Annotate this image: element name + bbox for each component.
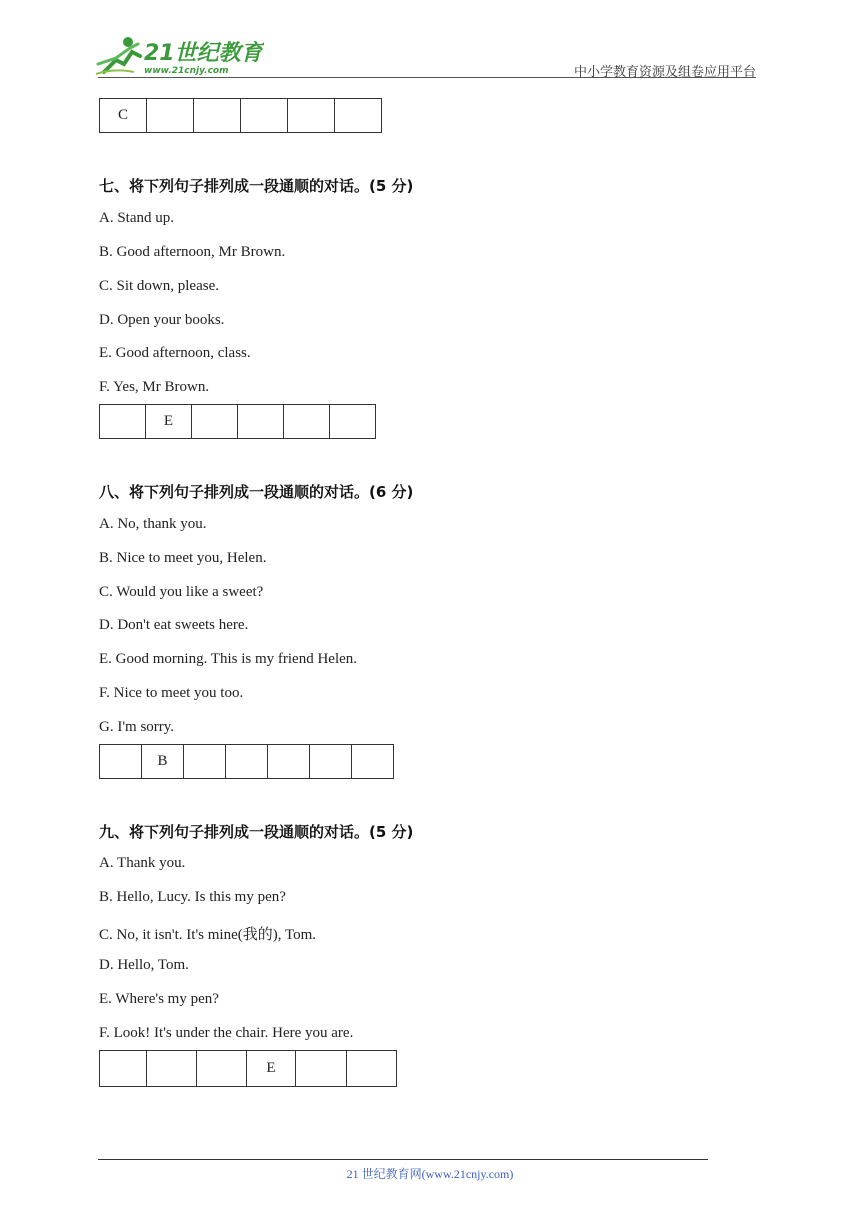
answer-table-9 <box>99 1050 397 1087</box>
answer-cell[interactable] <box>147 1051 197 1087</box>
answer-cell[interactable] <box>284 405 330 439</box>
section-7-item: E. Good afternoon, class. <box>99 345 251 361</box>
answer-cell[interactable] <box>347 1051 397 1087</box>
section-9-item: A. Thank you. <box>99 855 186 871</box>
logo-main-text: 21世纪教育 <box>144 41 263 66</box>
answer-cell[interactable] <box>100 1051 147 1087</box>
section-7-item: F. Yes, Mr Brown. <box>99 379 210 395</box>
section-9-item: B. Hello, Lucy. Is this my pen? <box>99 889 286 905</box>
section-8-item: B. Nice to meet you, Helen. <box>99 550 267 566</box>
section-8-item: D. Don't eat sweets here. <box>99 617 249 633</box>
answer-cell[interactable] <box>310 745 352 779</box>
answer-cell[interactable]: B <box>142 745 184 779</box>
section-9-item: C. No, it isn't. It's mine(我的), Tom. <box>99 927 316 943</box>
footer-divider <box>98 1159 708 1160</box>
section-8-item: C. Would you like a sweet? <box>99 584 264 600</box>
answer-cell[interactable] <box>268 745 310 779</box>
header-platform-text: 中小学教育资源及组卷应用平台 <box>573 65 756 80</box>
answer-cell[interactable] <box>192 405 238 439</box>
section-9-item: D. Hello, Tom. <box>99 957 189 973</box>
answer-cell[interactable] <box>147 99 194 133</box>
section-9-title: 九、将下列句子排列成一段通顺的对话。(5 分) <box>99 823 414 841</box>
runner-icon <box>96 37 140 74</box>
answer-cell[interactable] <box>335 99 382 133</box>
answer-cell[interactable]: E <box>146 405 192 439</box>
footer-link[interactable]: 21 世纪教育网(www.21cnjy.com) <box>346 1167 514 1181</box>
site-logo <box>94 34 264 78</box>
answer-table-6 <box>99 98 382 133</box>
answer-cell[interactable]: E <box>247 1051 296 1087</box>
section-7-item: D. Open your books. <box>99 312 225 328</box>
section-8-item: F. Nice to meet you too. <box>99 685 244 701</box>
section-9-item: E. Where's my pen? <box>99 991 219 1007</box>
answer-cell[interactable] <box>238 405 284 439</box>
answer-cell[interactable] <box>296 1051 347 1087</box>
answer-cell[interactable]: C <box>100 99 147 133</box>
logo-url-text: www.21cnjy.com <box>144 66 229 76</box>
answer-table-8 <box>99 744 394 779</box>
section-7-item: B. Good afternoon, Mr Brown. <box>99 244 286 260</box>
answer-table-7 <box>99 404 376 439</box>
answer-cell[interactable] <box>100 745 142 779</box>
answer-cell[interactable] <box>184 745 226 779</box>
section-7-item: C. Sit down, please. <box>99 278 219 294</box>
answer-cell[interactable] <box>352 745 394 779</box>
answer-cell[interactable] <box>288 99 335 133</box>
header-divider <box>98 77 756 78</box>
section-9-item: F. Look! It's under the chair. Here you are. <box>99 1025 354 1041</box>
answer-cell[interactable] <box>226 745 268 779</box>
section-8-item: G. I'm sorry. <box>99 719 175 735</box>
answer-cell[interactable] <box>100 405 146 439</box>
section-8-item: E. Good morning. This is my friend Helen. <box>99 651 358 667</box>
section-7-title: 七、将下列句子排列成一段通顺的对话。(5 分) <box>99 177 414 195</box>
section-7-item: A. Stand up. <box>99 210 174 226</box>
answer-cell[interactable] <box>197 1051 247 1087</box>
answer-cell[interactable] <box>194 99 241 133</box>
answer-cell[interactable] <box>330 405 376 439</box>
section-8-item: A. No, thank you. <box>99 516 207 532</box>
answer-cell[interactable] <box>241 99 288 133</box>
section-8-title: 八、将下列句子排列成一段通顺的对话。(6 分) <box>99 483 414 501</box>
